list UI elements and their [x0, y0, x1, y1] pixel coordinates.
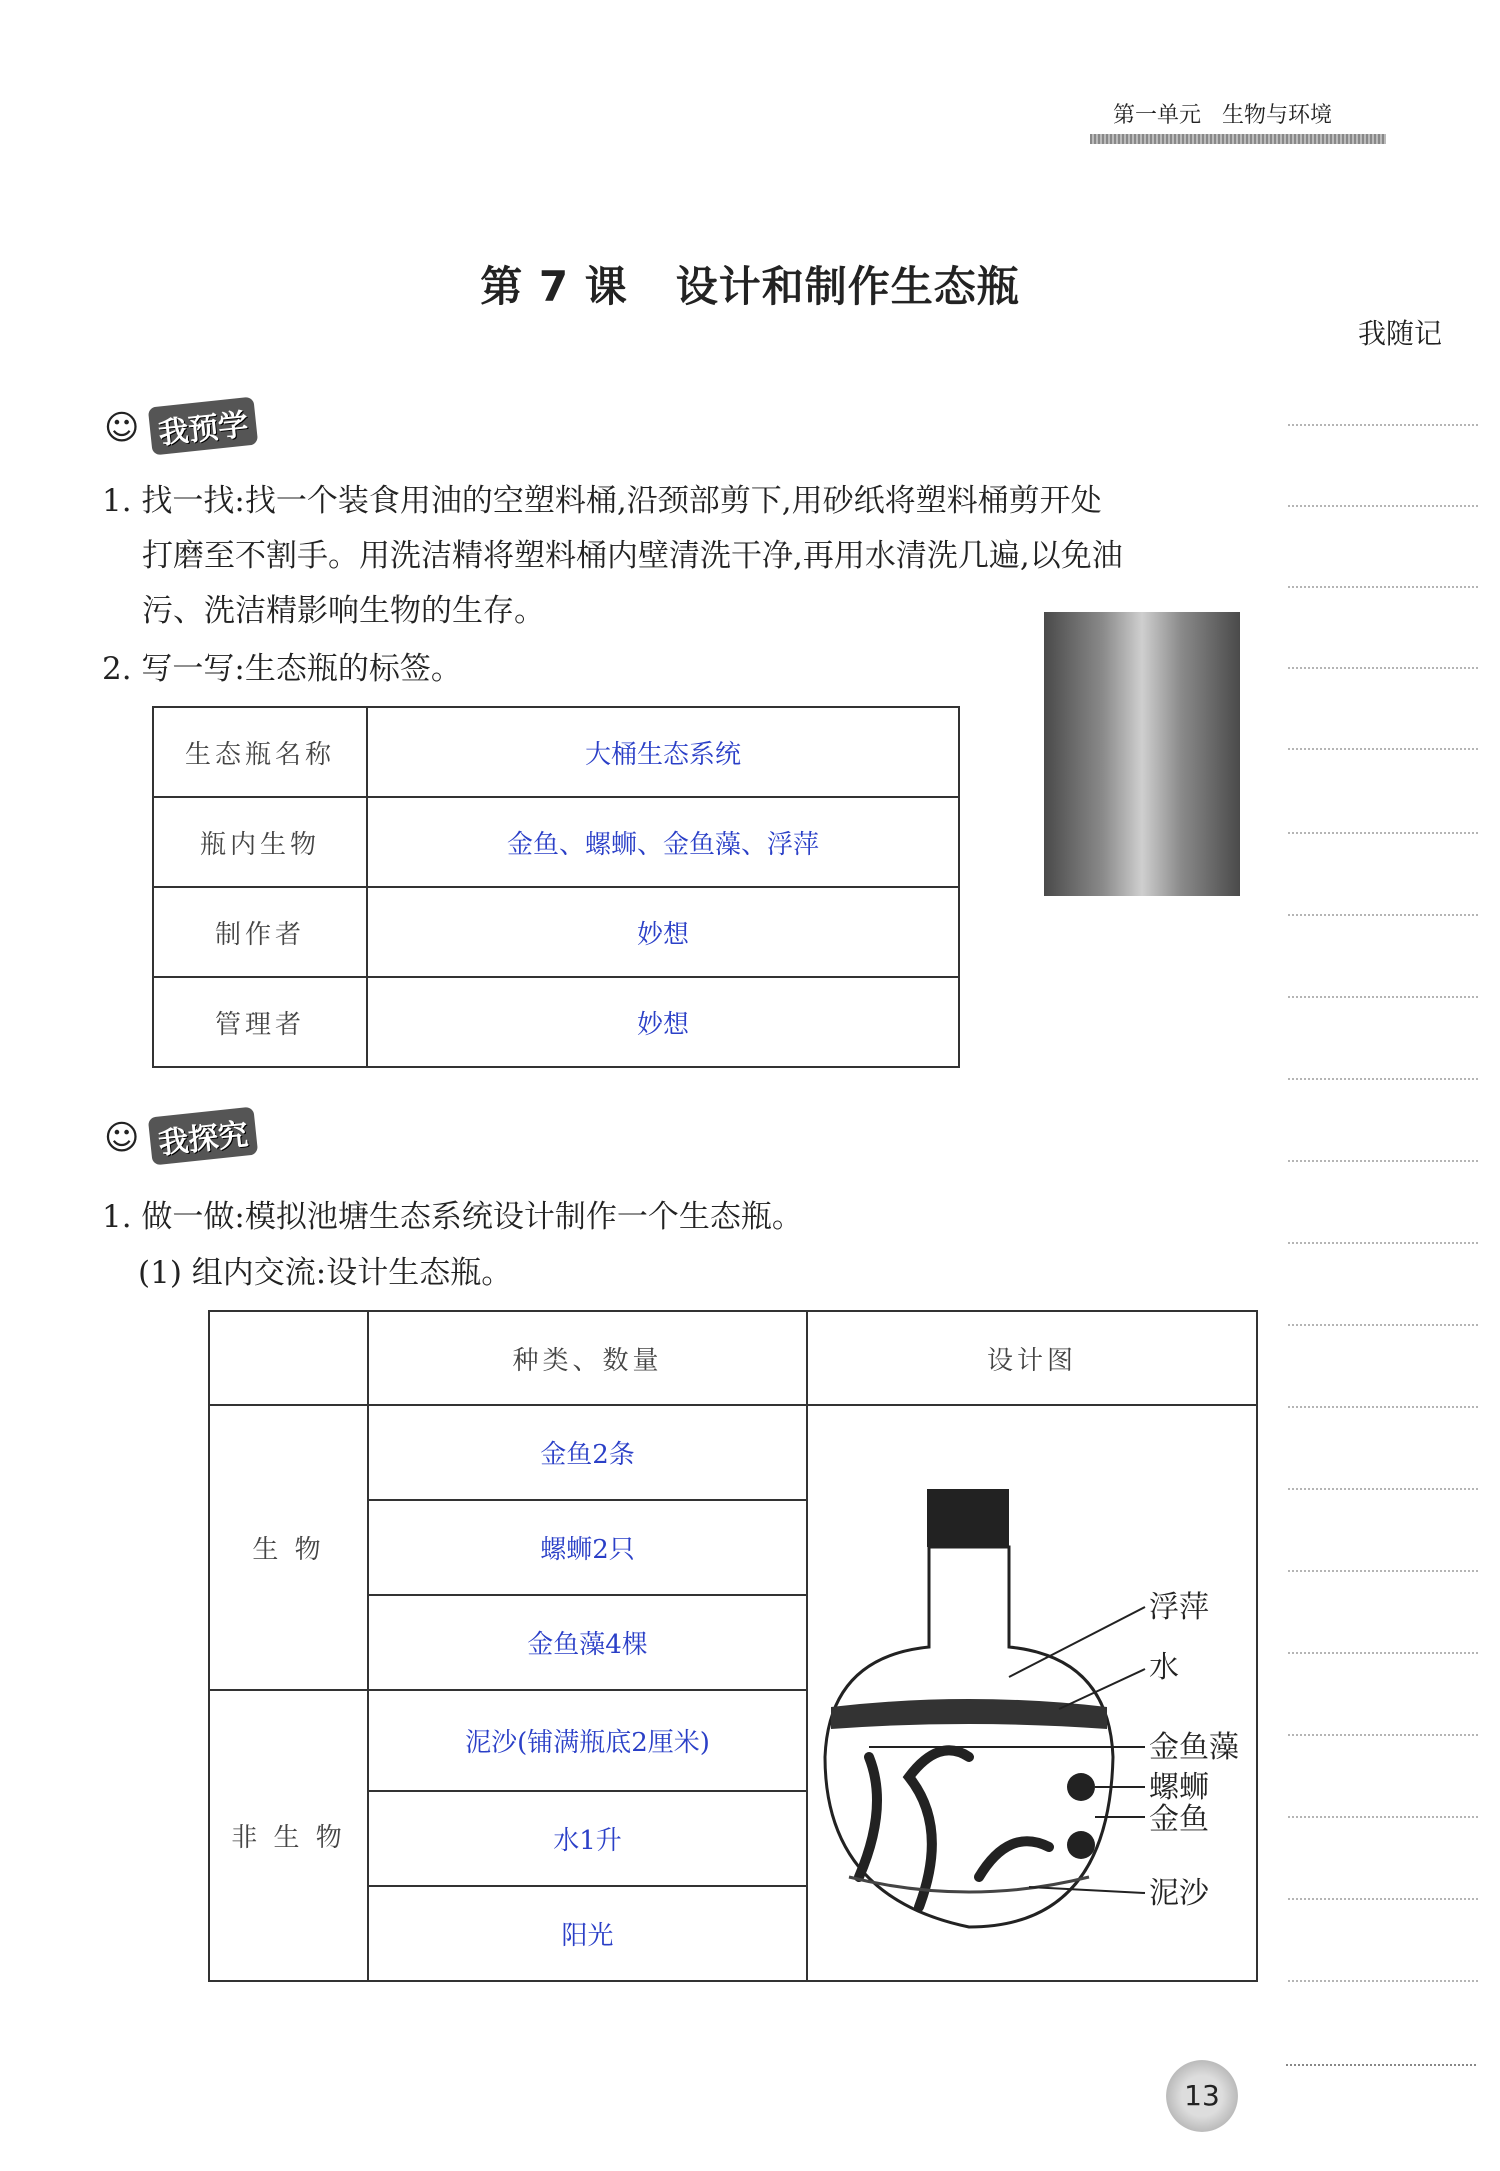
living-item: 金鱼藻4棵 — [368, 1595, 807, 1690]
label-table — [152, 706, 960, 1068]
design-diagram-cell — [807, 1405, 1257, 1981]
nonliving-item: 阳光 — [368, 1886, 807, 1981]
note-line — [1288, 1816, 1478, 1818]
leader-line — [1009, 1607, 1145, 1677]
note-line — [1288, 424, 1478, 426]
table-label: 生态瓶名称 — [153, 707, 367, 797]
table-label: 瓶内生物 — [153, 797, 367, 887]
col-design-header: 设计图 — [807, 1311, 1257, 1405]
note-line — [1288, 914, 1478, 916]
explore-item-1: 1. 做一做:模拟池塘生态系统设计制作一个生态瓶。 — [102, 1199, 803, 1235]
note-line — [1288, 1160, 1478, 1162]
preview-item-1-line1: 1. 找一找:找一个装食用油的空塑料桶,沿颈部剪下,用砂纸将塑料桶剪开处 — [102, 483, 1102, 519]
note-line — [1288, 1734, 1478, 1736]
note-line — [1288, 1242, 1478, 1244]
eco-bottle-diagram — [809, 1407, 1255, 1975]
note-line — [1288, 1898, 1478, 1900]
bottle-cap — [927, 1489, 1009, 1547]
diagram-label: 金鱼 — [1149, 1802, 1209, 1837]
explore-badge: 我探究 — [148, 1107, 258, 1166]
preview-badge: 我预学 — [148, 397, 258, 456]
table-row — [153, 797, 959, 887]
diagram-label: 金鱼藻 — [1149, 1730, 1239, 1765]
table-label: 制作者 — [153, 887, 367, 977]
diagram-label: 泥沙 — [1149, 1876, 1209, 1911]
bottle-outline — [825, 1547, 1113, 1927]
fish-shape — [1067, 1831, 1095, 1859]
table-value: 妙想 — [367, 887, 959, 977]
nonliving-item: 泥沙(铺满瓶底2厘米) — [368, 1690, 807, 1791]
note-line — [1288, 1652, 1478, 1654]
note-line — [1288, 1324, 1478, 1326]
note-line — [1288, 1488, 1478, 1490]
diagram-label: 水 — [1149, 1650, 1179, 1685]
table-row — [153, 887, 959, 977]
table-row — [153, 707, 959, 797]
table-row — [153, 977, 959, 1067]
explore-section-head — [104, 1112, 256, 1160]
table-corner — [209, 1311, 368, 1405]
plastic-bottle-photo — [1044, 612, 1240, 896]
note-line — [1288, 505, 1478, 507]
note-line — [1288, 832, 1478, 834]
table-row — [209, 1405, 1257, 1500]
page-title — [0, 254, 1500, 314]
side-note-title: 我随记 — [1358, 317, 1443, 350]
note-line — [1288, 667, 1478, 669]
group-living: 生 物 — [209, 1405, 368, 1690]
lesson-number: 第 7 课 — [480, 262, 628, 311]
living-item: 螺蛳2只 — [368, 1500, 807, 1595]
smiley-icon: ☺ — [104, 408, 140, 448]
note-line — [1288, 1078, 1478, 1080]
duckweed-layer — [831, 1699, 1107, 1729]
smiley-icon: ☺ — [104, 1118, 140, 1158]
table-value: 大桶生态系统 — [367, 707, 959, 797]
note-line — [1288, 1570, 1478, 1572]
note-line — [1288, 996, 1478, 998]
table-row — [209, 1311, 1257, 1405]
header-bar — [1090, 134, 1386, 144]
note-line — [1288, 1406, 1478, 1408]
note-line — [1288, 1980, 1478, 1982]
unit-header — [1113, 98, 1332, 129]
lesson-name: 设计和制作生态瓶 — [675, 262, 1020, 311]
group-nonliving: 非 生 物 — [209, 1690, 368, 1981]
table-value: 妙想 — [367, 977, 959, 1067]
unit-topic: 生物与环境 — [1221, 103, 1332, 128]
sand-line — [849, 1877, 1089, 1892]
note-line — [1288, 586, 1478, 588]
explore-sub-1: (1) 组内交流:设计生态瓶。 — [138, 1255, 513, 1291]
table-value: 金鱼、螺蛳、金鱼藻、浮萍 — [367, 797, 959, 887]
note-line — [1288, 748, 1478, 750]
diagram-label: 浮萍 — [1149, 1590, 1209, 1625]
unit-label: 第一单元 — [1112, 103, 1201, 128]
diagram-label: 螺蛳 — [1149, 1770, 1209, 1805]
col-kind-header: 种类、数量 — [368, 1311, 807, 1405]
goldfish-weed — [859, 1750, 1049, 1907]
snail-shape — [1067, 1773, 1095, 1801]
table-label: 管理者 — [153, 977, 367, 1067]
nonliving-item: 水1升 — [368, 1791, 807, 1886]
preview-item-1-line2: 打磨至不割手。用洗洁精将塑料桶内壁清洗干净,再用水清洗几遍,以免油 — [142, 538, 1123, 574]
leader-line — [1029, 1887, 1145, 1893]
preview-section-head — [104, 402, 256, 450]
footer-dots — [1286, 2064, 1476, 2066]
preview-item-2: 2. 写一写:生态瓶的标签。 — [102, 651, 462, 687]
design-table — [208, 1310, 1258, 1982]
living-item: 金鱼2条 — [368, 1405, 807, 1500]
page-number: 13 — [1166, 2060, 1238, 2132]
preview-item-1-line3: 污、洗洁精影响生物的生存。 — [142, 593, 545, 629]
